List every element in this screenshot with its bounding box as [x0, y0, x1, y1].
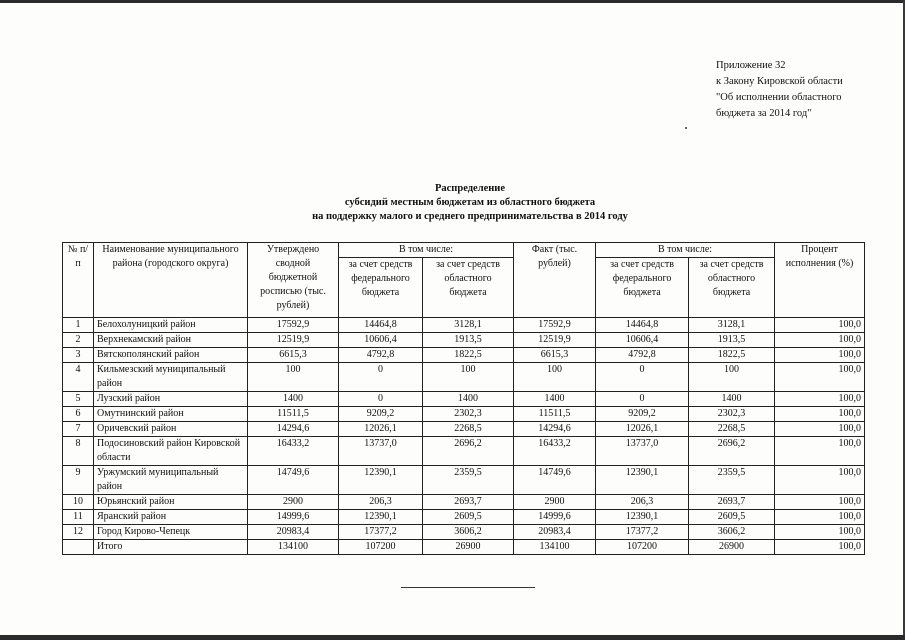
cell-name: Вятскополянский район [94, 348, 248, 363]
cell-name: Омутнинский район [94, 407, 248, 422]
title-line-3: на поддержку малого и среднего предпринимательства в 2014 году [312, 211, 628, 222]
cell-approved-federal: 4792,8 [339, 348, 423, 363]
cell-fact: 14294,6 [514, 422, 596, 437]
cell-approved-federal: 12390,1 [339, 510, 423, 525]
appendix-line: к Закону Кировской области [716, 76, 843, 87]
cell-approved-federal: 14464,8 [339, 318, 423, 333]
cell-fact-federal: 9209,2 [596, 407, 689, 422]
cell-num: 12 [63, 525, 94, 540]
table-row [63, 333, 865, 348]
subsidy-table [62, 242, 865, 555]
appendix-line: "Об исполнении областного [716, 92, 842, 103]
cell-approved: 6615,3 [248, 348, 339, 363]
cell-num: 1 [63, 318, 94, 333]
header-including-fact: В том числе: [596, 243, 775, 258]
table-row [63, 363, 865, 392]
cell-percent: 100,0 [775, 540, 865, 555]
table-row [63, 318, 865, 333]
cell-approved-regional: 2693,7 [423, 495, 514, 510]
cell-percent: 100,0 [775, 495, 865, 510]
header-fact: Факт (тыс. рублей) [514, 243, 596, 318]
table-row [63, 348, 865, 363]
cell-approved-federal: 206,3 [339, 495, 423, 510]
cell-fact-regional: 26900 [689, 540, 775, 555]
cell-approved-federal: 0 [339, 363, 423, 392]
cell-fact-regional: 2693,7 [689, 495, 775, 510]
cell-fact-regional: 2696,2 [689, 437, 775, 466]
total-row [63, 540, 865, 555]
cell-fact: 6615,3 [514, 348, 596, 363]
cell-fact: 20983,4 [514, 525, 596, 540]
cell-fact: 100 [514, 363, 596, 392]
cell-fact: 2900 [514, 495, 596, 510]
cell-percent: 100,0 [775, 333, 865, 348]
cell-fact-regional: 1913,5 [689, 333, 775, 348]
cell-fact-federal: 17377,2 [596, 525, 689, 540]
cell-fact-federal: 4792,8 [596, 348, 689, 363]
cell-name: Итого [94, 540, 248, 555]
table-row [63, 437, 865, 466]
cell-fact-regional: 1822,5 [689, 348, 775, 363]
cell-approved-regional: 26900 [423, 540, 514, 555]
cell-fact-regional: 100 [689, 363, 775, 392]
cell-fact-regional: 3606,2 [689, 525, 775, 540]
cell-approved-regional: 2302,3 [423, 407, 514, 422]
cell-percent: 100,0 [775, 422, 865, 437]
appendix-line: Приложение 32 [716, 60, 786, 71]
header-including-approved: В том числе: [339, 243, 514, 258]
cell-num: 3 [63, 348, 94, 363]
cell-approved: 14749,6 [248, 466, 339, 495]
cell-fact-regional: 2268,5 [689, 422, 775, 437]
cell-approved-regional: 2609,5 [423, 510, 514, 525]
cell-fact: 17592,9 [514, 318, 596, 333]
title-line-1: Распределение [434, 183, 506, 194]
table-row [63, 392, 865, 407]
cell-fact-federal: 12026,1 [596, 422, 689, 437]
cell-approved: 14999,6 [248, 510, 339, 525]
cell-name: Белохолуницкий район [94, 318, 248, 333]
cell-approved: 12519,9 [248, 333, 339, 348]
cell-percent: 100,0 [775, 392, 865, 407]
cell-name: Верхнекамский район [94, 333, 248, 348]
cell-fact-federal: 0 [596, 392, 689, 407]
cell-num [63, 540, 94, 555]
appendix-line: бюджета за 2014 год" [716, 108, 812, 119]
cell-approved-regional: 2359,5 [423, 466, 514, 495]
cell-approved-regional: 2268,5 [423, 422, 514, 437]
cell-fact-federal: 107200 [596, 540, 689, 555]
cell-fact: 12519,9 [514, 333, 596, 348]
cell-fact: 14999,6 [514, 510, 596, 525]
cell-name: Лузский район [94, 392, 248, 407]
appendix-note [716, 58, 896, 122]
cell-approved-regional: 1822,5 [423, 348, 514, 363]
cell-approved-federal: 13737,0 [339, 437, 423, 466]
cell-approved: 1400 [248, 392, 339, 407]
cell-approved-regional: 1913,5 [423, 333, 514, 348]
cell-fact: 1400 [514, 392, 596, 407]
cell-fact-federal: 10606,4 [596, 333, 689, 348]
cell-approved: 100 [248, 363, 339, 392]
cell-fact-regional: 2302,3 [689, 407, 775, 422]
cell-approved-federal: 0 [339, 392, 423, 407]
cell-fact-regional: 2359,5 [689, 466, 775, 495]
cell-fact-regional: 3128,1 [689, 318, 775, 333]
cell-num: 2 [63, 333, 94, 348]
cell-percent: 100,0 [775, 348, 865, 363]
cell-fact-federal: 0 [596, 363, 689, 392]
cell-num: 5 [63, 392, 94, 407]
scan-top-edge [0, 0, 905, 3]
title-line-2: субсидий местным бюджетам из областного бюджета [344, 197, 596, 208]
table-body [63, 318, 865, 555]
table-row [63, 466, 865, 495]
cell-percent: 100,0 [775, 466, 865, 495]
cell-fact-federal: 12390,1 [596, 510, 689, 525]
cell-approved-regional: 1400 [423, 392, 514, 407]
cell-name: Юрьянский район [94, 495, 248, 510]
cell-approved: 11511,5 [248, 407, 339, 422]
scan-speck [685, 127, 687, 129]
document-title [150, 182, 790, 224]
cell-name: Подосиновский район Кировской области [94, 437, 248, 466]
header-fact-regional: за счет средств областного бюджета [689, 258, 775, 318]
cell-num: 6 [63, 407, 94, 422]
cell-fact: 11511,5 [514, 407, 596, 422]
cell-percent: 100,0 [775, 525, 865, 540]
cell-approved-federal: 107200 [339, 540, 423, 555]
cell-approved-federal: 10606,4 [339, 333, 423, 348]
cell-name: Кильмезский муниципальный район [94, 363, 248, 392]
cell-fact-federal: 206,3 [596, 495, 689, 510]
cell-percent: 100,0 [775, 407, 865, 422]
table-row [63, 510, 865, 525]
cell-num: 8 [63, 437, 94, 466]
cell-approved: 2900 [248, 495, 339, 510]
header-approved-federal: за счет средств федерального бюджета [339, 258, 423, 318]
cell-percent: 100,0 [775, 363, 865, 392]
cell-approved-federal: 12026,1 [339, 422, 423, 437]
table-row [63, 407, 865, 422]
header-approved-regional: за счет средств областного бюджета [423, 258, 514, 318]
cell-percent: 100,0 [775, 510, 865, 525]
cell-percent: 100,0 [775, 318, 865, 333]
cell-percent: 100,0 [775, 437, 865, 466]
cell-fact: 14749,6 [514, 466, 596, 495]
closing-rule [401, 587, 535, 588]
cell-num: 9 [63, 466, 94, 495]
header-fact-federal: за счет средств федерального бюджета [596, 258, 689, 318]
cell-approved: 134100 [248, 540, 339, 555]
header-approved: Утверждено сводной бюджетной росписью (тыс. рублей) [248, 243, 339, 318]
cell-approved-regional: 3128,1 [423, 318, 514, 333]
cell-fact-federal: 12390,1 [596, 466, 689, 495]
cell-num: 10 [63, 495, 94, 510]
header-num: № п/п [63, 243, 94, 318]
cell-name: Оричевский район [94, 422, 248, 437]
cell-approved: 20983,4 [248, 525, 339, 540]
table-row [63, 525, 865, 540]
cell-fact-federal: 14464,8 [596, 318, 689, 333]
cell-approved-regional: 100 [423, 363, 514, 392]
cell-approved-regional: 2696,2 [423, 437, 514, 466]
cell-name: Уржумский муниципальный район [94, 466, 248, 495]
cell-name: Яранский район [94, 510, 248, 525]
scan-bottom-edge [0, 635, 905, 640]
table-row [63, 495, 865, 510]
cell-approved: 17592,9 [248, 318, 339, 333]
header-name: Наименование муниципального района (городского округа) [94, 243, 248, 318]
cell-approved: 14294,6 [248, 422, 339, 437]
cell-approved-regional: 3606,2 [423, 525, 514, 540]
cell-num: 4 [63, 363, 94, 392]
cell-fact-regional: 1400 [689, 392, 775, 407]
cell-approved-federal: 12390,1 [339, 466, 423, 495]
cell-approved-federal: 9209,2 [339, 407, 423, 422]
cell-fact: 16433,2 [514, 437, 596, 466]
header-percent: Процент исполнения (%) [775, 243, 865, 318]
cell-approved-federal: 17377,2 [339, 525, 423, 540]
cell-num: 7 [63, 422, 94, 437]
cell-fact-regional: 2609,5 [689, 510, 775, 525]
cell-approved: 16433,2 [248, 437, 339, 466]
cell-fact: 134100 [514, 540, 596, 555]
cell-num: 11 [63, 510, 94, 525]
cell-fact-federal: 13737,0 [596, 437, 689, 466]
table-row [63, 422, 865, 437]
cell-name: Город Кирово-Чепецк [94, 525, 248, 540]
